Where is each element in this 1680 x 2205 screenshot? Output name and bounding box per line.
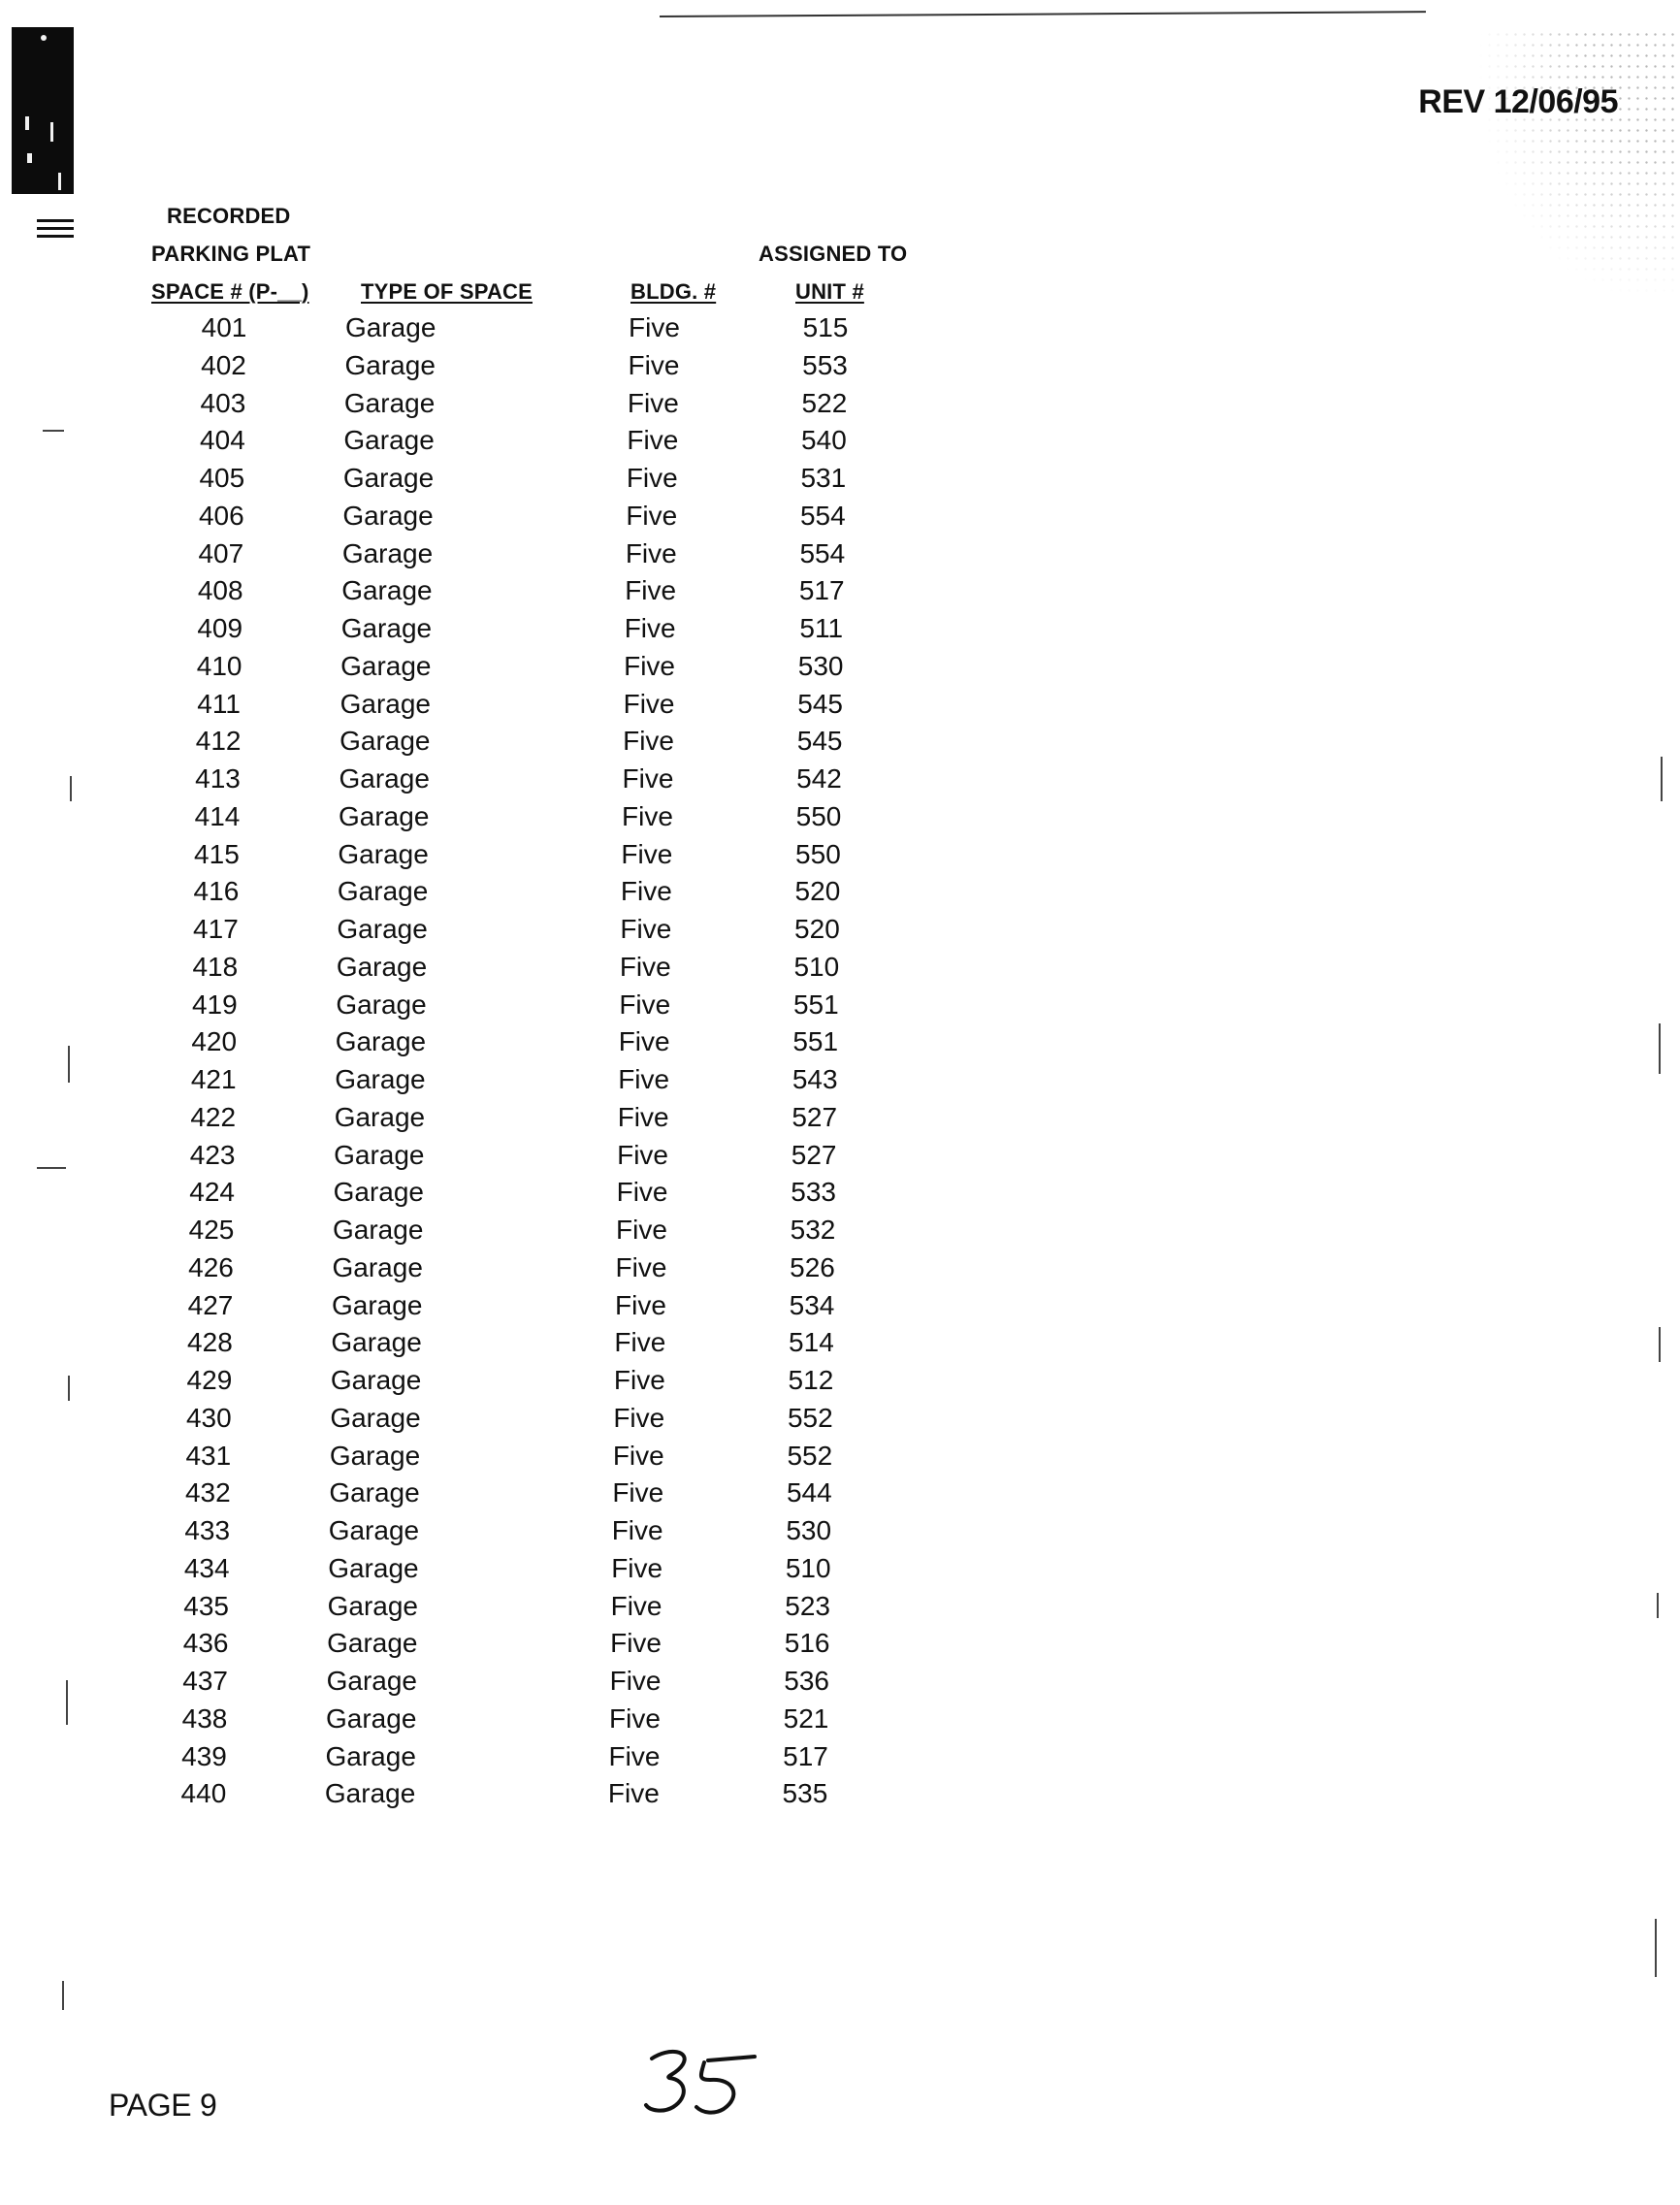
cell-space-number: 429 xyxy=(186,1365,233,1395)
margin-tick xyxy=(43,430,64,432)
revision-date: REV 12/06/95 xyxy=(1418,83,1618,120)
cell-assigned-unit: 520 xyxy=(794,876,841,907)
cell-building: Five xyxy=(612,1440,664,1471)
cell-space-number: 418 xyxy=(192,951,239,982)
margin-tick xyxy=(1661,757,1663,801)
cell-building: Five xyxy=(622,800,673,831)
cell-space-number: 415 xyxy=(194,838,240,869)
cell-building: Five xyxy=(615,1251,667,1282)
cell-assigned-unit: 527 xyxy=(791,1139,837,1170)
cell-assigned-unit: 531 xyxy=(800,463,847,493)
cell-type-of-space: Garage xyxy=(326,1702,417,1734)
cell-assigned-unit: 516 xyxy=(784,1628,830,1659)
scan-top-rule xyxy=(660,11,1426,17)
cell-assigned-unit: 522 xyxy=(801,387,848,418)
margin-tick xyxy=(66,1680,68,1725)
cell-building: Five xyxy=(614,1327,666,1358)
cell-space-number: 413 xyxy=(195,763,241,794)
scan-dash xyxy=(37,219,74,222)
cell-building: Five xyxy=(609,1666,662,1696)
margin-tick xyxy=(1655,1919,1657,1977)
cell-type-of-space: Garage xyxy=(341,575,433,606)
cell-type-of-space: Garage xyxy=(342,463,435,493)
cell-type-of-space: Garage xyxy=(330,1402,421,1433)
cell-type-of-space: Garage xyxy=(329,1477,420,1508)
cell-space-number: 420 xyxy=(191,1026,238,1057)
cell-space-number: 434 xyxy=(183,1552,230,1583)
cell-assigned-unit: 542 xyxy=(796,763,842,794)
cell-assigned-unit: 554 xyxy=(799,537,846,568)
cell-space-number: 428 xyxy=(187,1327,233,1358)
cell-building: Five xyxy=(619,951,671,982)
cell-building: Five xyxy=(629,312,680,342)
cell-space-number: 435 xyxy=(183,1590,229,1621)
cell-assigned-unit: 545 xyxy=(796,726,843,757)
cell-type-of-space: Garage xyxy=(331,1327,422,1358)
cell-building: Five xyxy=(610,1628,662,1659)
cell-assigned-unit: 540 xyxy=(801,425,847,456)
cell-assigned-unit: 514 xyxy=(789,1327,834,1358)
cell-space-number: 424 xyxy=(189,1177,235,1208)
scan-dash xyxy=(37,235,74,238)
margin-tick xyxy=(1659,1327,1661,1362)
cell-space-number: 405 xyxy=(199,463,245,493)
header-assigned-line2: UNIT # xyxy=(795,279,864,304)
cell-building: Five xyxy=(612,1477,664,1508)
cell-assigned-unit: 510 xyxy=(793,951,840,982)
cell-building: Five xyxy=(615,1289,666,1320)
cell-type-of-space: Garage xyxy=(340,650,432,681)
header-bldg: BLDG. # xyxy=(630,279,717,304)
cell-type-of-space: Garage xyxy=(334,1139,425,1170)
cell-building: Five xyxy=(628,349,680,380)
cell-space-number: 423 xyxy=(189,1139,236,1170)
header-type-of-space: TYPE OF SPACE xyxy=(361,279,533,304)
cell-space-number: 422 xyxy=(190,1101,237,1132)
binder-clip-mark xyxy=(12,27,74,194)
cell-building: Five xyxy=(626,500,678,531)
cell-type-of-space: Garage xyxy=(339,800,430,831)
cell-type-of-space: Garage xyxy=(328,1515,420,1545)
cell-assigned-unit: 523 xyxy=(785,1590,830,1621)
cell-building: Five xyxy=(607,1778,660,1809)
cell-space-number: 401 xyxy=(201,312,247,342)
cell-assigned-unit: 536 xyxy=(784,1666,829,1696)
cell-assigned-unit: 550 xyxy=(795,800,842,831)
cell-type-of-space: Garage xyxy=(329,1440,421,1471)
cell-building: Five xyxy=(610,1590,662,1621)
cell-type-of-space: Garage xyxy=(326,1666,418,1696)
cell-building: Five xyxy=(622,763,674,794)
margin-tick xyxy=(62,1981,64,2010)
cell-assigned-unit: 521 xyxy=(783,1702,829,1734)
cell-building: Five xyxy=(625,537,677,568)
cell-type-of-space: Garage xyxy=(333,1215,424,1245)
cell-space-number: 440 xyxy=(180,1778,227,1809)
cell-space-number: 417 xyxy=(193,914,239,944)
cell-type-of-space: Garage xyxy=(342,500,434,531)
cell-type-of-space: Garage xyxy=(337,914,428,944)
cell-type-of-space: Garage xyxy=(343,387,436,418)
cell-building: Five xyxy=(620,876,672,907)
cell-type-of-space: Garage xyxy=(325,1740,416,1771)
cell-assigned-unit: 554 xyxy=(799,500,846,531)
cell-type-of-space: Garage xyxy=(330,1365,422,1395)
cell-assigned-unit: 543 xyxy=(792,1064,838,1094)
scan-speckle xyxy=(1476,29,1680,301)
cell-building: Five xyxy=(624,650,676,681)
cell-building: Five xyxy=(620,914,672,944)
cell-building: Five xyxy=(619,989,671,1020)
cell-space-number: 407 xyxy=(198,537,244,568)
cell-type-of-space: Garage xyxy=(339,726,431,757)
cell-space-number: 433 xyxy=(184,1515,231,1545)
cell-assigned-unit: 510 xyxy=(785,1552,831,1583)
cell-type-of-space: Garage xyxy=(334,1101,426,1132)
cell-type-of-space: Garage xyxy=(336,989,427,1020)
cell-building: Five xyxy=(624,613,676,643)
cell-type-of-space: Garage xyxy=(337,876,429,907)
cell-assigned-unit: 512 xyxy=(788,1365,834,1395)
cell-building: Five xyxy=(611,1515,663,1545)
margin-tick xyxy=(1657,1593,1659,1618)
cell-assigned-unit: 515 xyxy=(802,312,849,342)
cell-building: Five xyxy=(618,1064,670,1094)
cell-assigned-unit: 551 xyxy=(792,1026,839,1057)
cell-space-number: 431 xyxy=(185,1440,232,1471)
cell-assigned-unit: 550 xyxy=(795,838,841,869)
cell-assigned-unit: 551 xyxy=(792,989,839,1020)
cell-building: Five xyxy=(611,1552,663,1583)
handwritten-page-number xyxy=(640,2037,786,2124)
cell-type-of-space: Garage xyxy=(327,1590,419,1621)
cell-building: Five xyxy=(613,1402,665,1433)
cell-assigned-unit: 520 xyxy=(794,914,840,944)
cell-type-of-space: Garage xyxy=(345,312,436,342)
cell-type-of-space: Garage xyxy=(340,613,433,643)
cell-assigned-unit: 530 xyxy=(797,650,844,681)
header-space-line2: PARKING PLAT xyxy=(151,242,311,266)
margin-tick xyxy=(68,1046,70,1083)
cell-building: Five xyxy=(621,838,673,869)
cell-space-number: 432 xyxy=(184,1477,231,1508)
cell-assigned-unit: 544 xyxy=(786,1477,832,1508)
cell-space-number: 404 xyxy=(200,425,245,456)
header-space-line3: SPACE # (P-__) xyxy=(151,279,309,304)
cell-building: Five xyxy=(623,726,675,757)
cell-building: Five xyxy=(618,1026,670,1057)
cell-type-of-space: Garage xyxy=(338,838,429,869)
cell-type-of-space: Garage xyxy=(328,1552,419,1583)
margin-tick xyxy=(68,1376,70,1401)
cell-type-of-space: Garage xyxy=(339,763,430,794)
cell-building: Five xyxy=(617,1139,669,1170)
scan-dash xyxy=(37,227,74,230)
cell-space-number: 402 xyxy=(201,349,246,380)
cell-type-of-space: Garage xyxy=(335,1064,426,1094)
cell-assigned-unit: 532 xyxy=(790,1215,836,1245)
cell-type-of-space: Garage xyxy=(336,951,428,982)
cell-assigned-unit: 526 xyxy=(790,1251,835,1282)
cell-space-number: 437 xyxy=(182,1666,228,1696)
cell-assigned-unit: 553 xyxy=(802,349,848,380)
cell-space-number: 436 xyxy=(182,1628,229,1659)
cell-building: Five xyxy=(616,1215,667,1245)
cell-space-number: 419 xyxy=(191,989,238,1020)
cell-assigned-unit: 530 xyxy=(786,1515,832,1545)
cell-space-number: 426 xyxy=(188,1251,234,1282)
cell-building: Five xyxy=(609,1702,661,1734)
header-assigned-line1: ASSIGNED TO xyxy=(759,242,908,266)
cell-type-of-space: Garage xyxy=(335,1026,427,1057)
cell-space-number: 438 xyxy=(181,1702,228,1734)
cell-type-of-space: Garage xyxy=(343,425,435,456)
cell-space-number: 403 xyxy=(200,387,246,418)
cell-type-of-space: Garage xyxy=(344,349,436,380)
cell-space-number: 409 xyxy=(197,613,243,643)
cell-space-number: 421 xyxy=(190,1064,237,1094)
cell-space-number: 416 xyxy=(193,876,240,907)
cell-building: Five xyxy=(626,463,678,493)
cell-building: Five xyxy=(627,387,679,418)
header-space-line1: RECORDED xyxy=(167,204,291,228)
cell-type-of-space: Garage xyxy=(339,688,432,719)
cell-building: Five xyxy=(627,425,679,456)
cell-assigned-unit: 545 xyxy=(797,688,843,719)
cell-building: Five xyxy=(608,1740,661,1771)
page-number-label: PAGE 9 xyxy=(109,2088,217,2123)
cell-space-number: 425 xyxy=(188,1215,235,1245)
cell-type-of-space: Garage xyxy=(332,1289,423,1320)
cell-building: Five xyxy=(616,1177,668,1208)
cell-space-number: 439 xyxy=(181,1740,227,1771)
cell-assigned-unit: 533 xyxy=(791,1177,836,1208)
cell-space-number: 412 xyxy=(195,726,242,757)
margin-tick xyxy=(1659,1023,1661,1074)
margin-tick xyxy=(70,776,72,801)
cell-assigned-unit: 535 xyxy=(782,1778,828,1809)
cell-type-of-space: Garage xyxy=(324,1778,416,1809)
cell-assigned-unit: 517 xyxy=(783,1740,828,1771)
cell-assigned-unit: 552 xyxy=(787,1402,833,1433)
cell-type-of-space: Garage xyxy=(341,537,434,568)
cell-type-of-space: Garage xyxy=(332,1251,423,1282)
cell-type-of-space: Garage xyxy=(333,1177,425,1208)
cell-type-of-space: Garage xyxy=(327,1628,418,1659)
cell-space-number: 406 xyxy=(198,500,244,531)
cell-building: Five xyxy=(623,688,675,719)
cell-assigned-unit: 511 xyxy=(799,613,844,643)
cell-building: Five xyxy=(617,1101,669,1132)
cell-assigned-unit: 517 xyxy=(798,575,845,606)
cell-space-number: 411 xyxy=(197,688,241,719)
cell-space-number: 430 xyxy=(185,1402,232,1433)
cell-space-number: 410 xyxy=(196,650,242,681)
cell-space-number: 414 xyxy=(194,800,241,831)
cell-assigned-unit: 552 xyxy=(787,1440,833,1471)
cell-building: Five xyxy=(613,1365,665,1395)
margin-tick xyxy=(37,1167,66,1169)
cell-assigned-unit: 534 xyxy=(789,1289,835,1320)
cell-assigned-unit: 527 xyxy=(792,1101,838,1132)
cell-space-number: 408 xyxy=(197,575,243,606)
cell-space-number: 427 xyxy=(187,1289,234,1320)
cell-building: Five xyxy=(625,575,677,606)
